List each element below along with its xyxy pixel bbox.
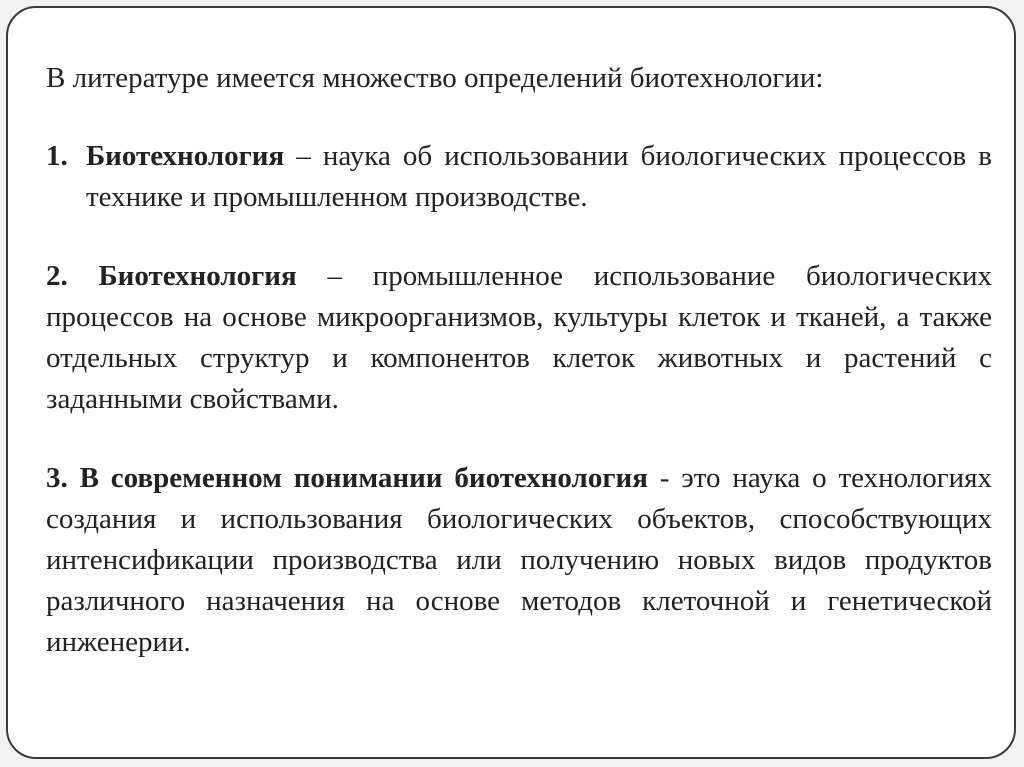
definition-3-text: - это наука о технологиях создания и использования биологических объектов, способствующих интенсификации производства или получению новых видов продуктов различного назначения на основе методов клеточной и генетической инженерии.	[46, 462, 992, 658]
definition-1-number: 1.	[46, 140, 68, 172]
definition-1-body	[86, 136, 992, 218]
definition-2-text: – промышленное использование биологических процессов на основе микроорганизмов, культуры клеток и тканей, а также отдельных структур и компонентов клеток животных и растений с заданными свойствами.	[46, 260, 992, 415]
definition-2	[46, 256, 992, 420]
definition-2-number: 2.	[46, 260, 68, 292]
intro-text: В литературе имеется множество определений биотехнологии:	[46, 62, 824, 94]
slide-frame	[6, 6, 1016, 759]
definition-1-text: – наука об использовании биологических процессов в технике и промышленном производстве.	[86, 140, 992, 213]
definition-3	[46, 458, 992, 663]
definition-1	[46, 136, 992, 218]
definition-2-term: Биотехнология	[98, 260, 297, 292]
definition-1-term: Биотехнология	[86, 140, 285, 172]
slide-content	[46, 58, 992, 701]
definition-3-number: 3.	[46, 462, 68, 494]
definition-3-term: В современном понимании биотехнология	[79, 462, 648, 494]
